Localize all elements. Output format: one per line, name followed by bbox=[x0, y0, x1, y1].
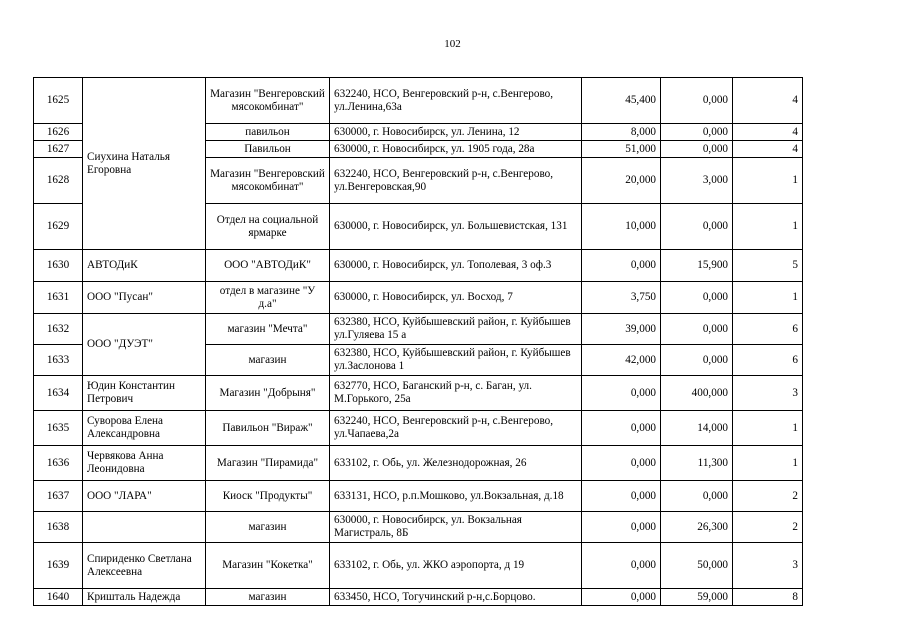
object-type-cell: Киоск "Продукты" bbox=[206, 481, 330, 512]
value-2-cell: 0,000 bbox=[661, 141, 733, 158]
address-cell: 630000, г. Новосибирск, ул. Большевистская, 131 bbox=[330, 204, 582, 250]
value-1-cell: 0,000 bbox=[582, 250, 661, 282]
value-3-cell: 3 bbox=[733, 376, 803, 411]
value-1-cell: 20,000 bbox=[582, 158, 661, 204]
value-2-cell: 0,000 bbox=[661, 78, 733, 124]
row-number: 1635 bbox=[34, 411, 83, 446]
row-number: 1626 bbox=[34, 124, 83, 141]
value-3-cell: 1 bbox=[733, 158, 803, 204]
table-row bbox=[34, 481, 803, 512]
object-type-cell: отдел в магазине "У д.а" bbox=[206, 282, 330, 314]
row-number: 1634 bbox=[34, 376, 83, 411]
address-cell: 630000, г. Новосибирск, ул. 1905 года, 28а bbox=[330, 141, 582, 158]
address-cell: 630000, г. Новосибирск, ул. Вокзальная Магистраль, 8Б bbox=[330, 512, 582, 543]
row-number: 1638 bbox=[34, 512, 83, 543]
owner-cell: Сиухина Наталья Егоровна bbox=[83, 78, 206, 250]
address-cell: 633450, НСО, Тогучинский р-н,с.Борцово. bbox=[330, 589, 582, 606]
table-row bbox=[34, 446, 803, 481]
owner-cell: ООО "Пусан" bbox=[83, 282, 206, 314]
value-1-cell: 0,000 bbox=[582, 411, 661, 446]
value-2-cell: 14,000 bbox=[661, 411, 733, 446]
value-2-cell: 50,000 bbox=[661, 543, 733, 589]
value-3-cell: 6 bbox=[733, 345, 803, 376]
owner-cell bbox=[83, 512, 206, 543]
address-cell: 632240, НСО, Венгеровский р-н, с.Венгерово, ул.Чапаева,2а bbox=[330, 411, 582, 446]
object-type-cell: Магазин "Пирамида" bbox=[206, 446, 330, 481]
value-1-cell: 8,000 bbox=[582, 124, 661, 141]
row-number: 1633 bbox=[34, 345, 83, 376]
row-number: 1628 bbox=[34, 158, 83, 204]
object-type-cell: Магазин "Добрыня" bbox=[206, 376, 330, 411]
object-type-cell: павильон bbox=[206, 124, 330, 141]
address-cell: 633102, г. Обь, ул. Железнодорожная, 26 bbox=[330, 446, 582, 481]
value-3-cell: 2 bbox=[733, 512, 803, 543]
value-2-cell: 15,900 bbox=[661, 250, 733, 282]
value-3-cell: 3 bbox=[733, 543, 803, 589]
row-number: 1625 bbox=[34, 78, 83, 124]
value-1-cell: 3,750 bbox=[582, 282, 661, 314]
value-3-cell: 1 bbox=[733, 282, 803, 314]
row-number: 1632 bbox=[34, 314, 83, 345]
value-3-cell: 1 bbox=[733, 204, 803, 250]
value-1-cell: 0,000 bbox=[582, 512, 661, 543]
row-number: 1637 bbox=[34, 481, 83, 512]
value-3-cell: 1 bbox=[733, 446, 803, 481]
value-1-cell: 0,000 bbox=[582, 376, 661, 411]
table-row bbox=[34, 512, 803, 543]
value-1-cell: 0,000 bbox=[582, 446, 661, 481]
object-type-cell: Отдел на социальной ярмарке bbox=[206, 204, 330, 250]
owner-cell: Червякова Анна Леонидовна bbox=[83, 446, 206, 481]
owner-cell: Суворова Елена Александровна bbox=[83, 411, 206, 446]
value-1-cell: 0,000 bbox=[582, 543, 661, 589]
row-number: 1627 bbox=[34, 141, 83, 158]
object-type-cell: магазин bbox=[206, 345, 330, 376]
object-type-cell: Магазин "Венгеровский мясокомбинат" bbox=[206, 78, 330, 124]
row-number: 1636 bbox=[34, 446, 83, 481]
table-row bbox=[34, 314, 803, 345]
value-2-cell: 0,000 bbox=[661, 481, 733, 512]
address-cell: 633102, г. Обь, ул. ЖКО аэропорта, д 19 bbox=[330, 543, 582, 589]
owner-cell: ООО "ЛАРА" bbox=[83, 481, 206, 512]
owner-cell: Кришталь Надежда bbox=[83, 589, 206, 606]
object-type-cell: магазин "Мечта" bbox=[206, 314, 330, 345]
address-cell: 630000, г. Новосибирск, ул. Тополевая, 3 оф.3 bbox=[330, 250, 582, 282]
row-number: 1631 bbox=[34, 282, 83, 314]
address-cell: 632770, НСО, Баганский р-н, с. Баган, ул. М.Горького, 25а bbox=[330, 376, 582, 411]
row-number: 1629 bbox=[34, 204, 83, 250]
table-row bbox=[34, 543, 803, 589]
row-number: 1640 bbox=[34, 589, 83, 606]
value-1-cell: 45,400 bbox=[582, 78, 661, 124]
value-2-cell: 0,000 bbox=[661, 204, 733, 250]
value-1-cell: 51,000 bbox=[582, 141, 661, 158]
object-type-cell: ООО "АВТОДиК" bbox=[206, 250, 330, 282]
value-2-cell: 0,000 bbox=[661, 345, 733, 376]
value-1-cell: 42,000 bbox=[582, 345, 661, 376]
value-2-cell: 0,000 bbox=[661, 124, 733, 141]
value-3-cell: 4 bbox=[733, 78, 803, 124]
address-cell: 632240, НСО, Венгеровский р-н, с.Венгерово, ул.Ленина,63а bbox=[330, 78, 582, 124]
object-type-cell: магазин bbox=[206, 589, 330, 606]
register-table bbox=[33, 77, 803, 606]
object-type-cell: Павильон bbox=[206, 141, 330, 158]
address-cell: 630000, г. Новосибирск, ул. Восход, 7 bbox=[330, 282, 582, 314]
value-2-cell: 400,000 bbox=[661, 376, 733, 411]
value-2-cell: 11,300 bbox=[661, 446, 733, 481]
object-type-cell: магазин bbox=[206, 512, 330, 543]
row-number: 1639 bbox=[34, 543, 83, 589]
value-3-cell: 4 bbox=[733, 124, 803, 141]
object-type-cell: Магазин "Кокетка" bbox=[206, 543, 330, 589]
table-row bbox=[34, 282, 803, 314]
table-row bbox=[34, 78, 803, 124]
value-1-cell: 0,000 bbox=[582, 589, 661, 606]
table-row bbox=[34, 376, 803, 411]
value-3-cell: 5 bbox=[733, 250, 803, 282]
table-row bbox=[34, 589, 803, 606]
value-3-cell: 8 bbox=[733, 589, 803, 606]
value-3-cell: 1 bbox=[733, 411, 803, 446]
value-3-cell: 6 bbox=[733, 314, 803, 345]
address-cell: 632240, НСО, Венгеровский р-н, с.Венгерово, ул.Венгеровская,90 bbox=[330, 158, 582, 204]
owner-cell: Спириденко Светлана Алексеевна bbox=[83, 543, 206, 589]
owner-cell: ООО "ДУЭТ" bbox=[83, 314, 206, 376]
page-number: 102 bbox=[444, 38, 461, 50]
value-3-cell: 4 bbox=[733, 141, 803, 158]
value-1-cell: 10,000 bbox=[582, 204, 661, 250]
object-type-cell: Павильон "Вираж" bbox=[206, 411, 330, 446]
value-2-cell: 0,000 bbox=[661, 314, 733, 345]
address-cell: 632380, НСО, Куйбышевский район, г. Куйбышев ул.Гуляева 15 а bbox=[330, 314, 582, 345]
address-cell: 632380, НСО, Куйбышевский район, г. Куйбышев ул.Заслонова 1 bbox=[330, 345, 582, 376]
table-row bbox=[34, 411, 803, 446]
address-cell: 633131, НСО, р.п.Мошково, ул.Вокзальная, д.18 bbox=[330, 481, 582, 512]
table-row bbox=[34, 250, 803, 282]
value-1-cell: 0,000 bbox=[582, 481, 661, 512]
value-2-cell: 0,000 bbox=[661, 282, 733, 314]
owner-cell: Юдин Константин Петрович bbox=[83, 376, 206, 411]
value-2-cell: 3,000 bbox=[661, 158, 733, 204]
row-number: 1630 bbox=[34, 250, 83, 282]
owner-cell: АВТОДиК bbox=[83, 250, 206, 282]
address-cell: 630000, г. Новосибирск, ул. Ленина, 12 bbox=[330, 124, 582, 141]
object-type-cell: Магазин "Венгеровский мясокомбинат" bbox=[206, 158, 330, 204]
value-1-cell: 39,000 bbox=[582, 314, 661, 345]
value-3-cell: 2 bbox=[733, 481, 803, 512]
value-2-cell: 59,000 bbox=[661, 589, 733, 606]
value-2-cell: 26,300 bbox=[661, 512, 733, 543]
